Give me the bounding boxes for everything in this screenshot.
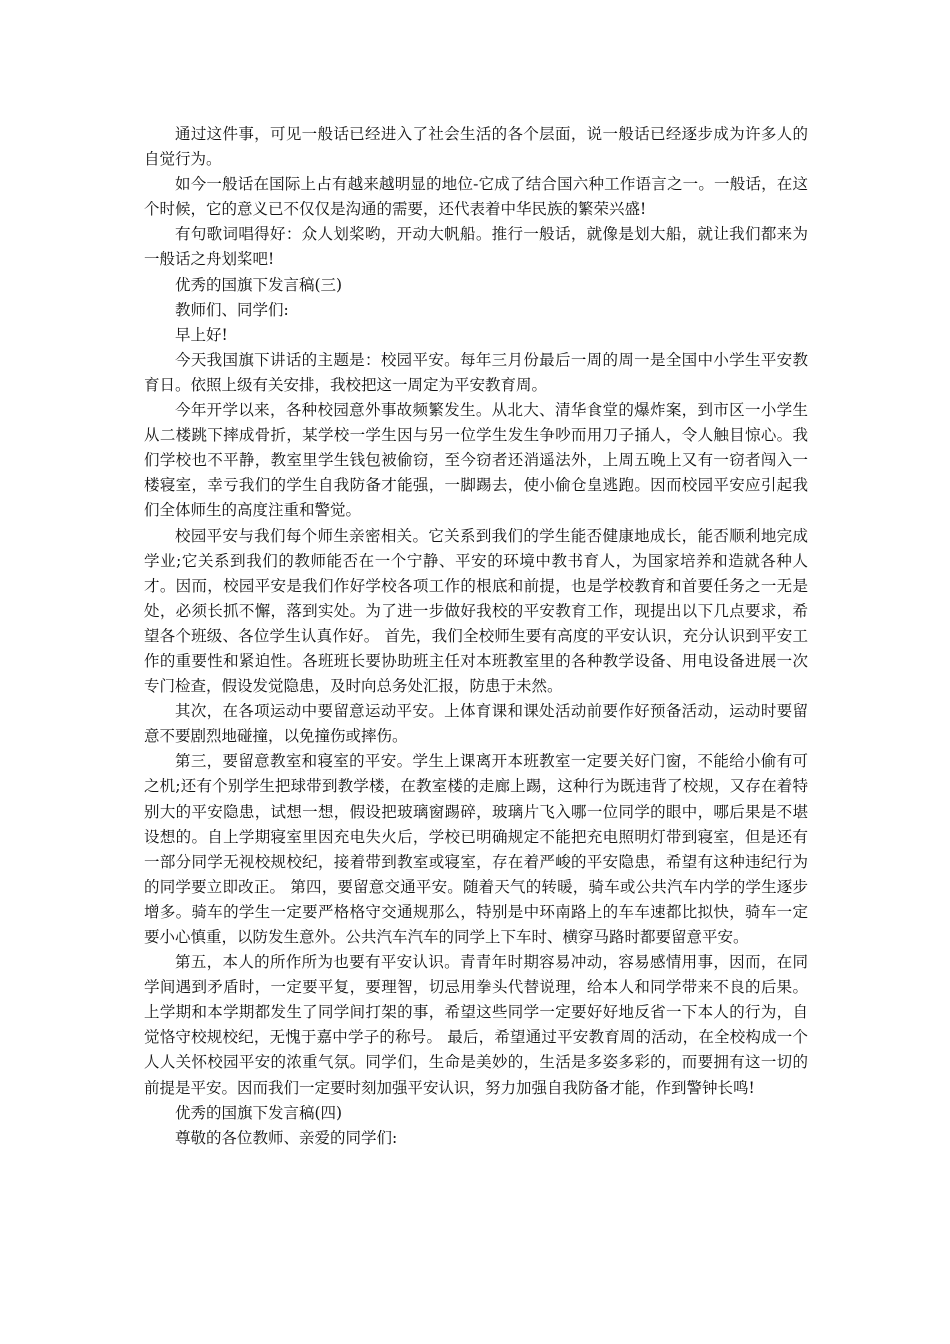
paragraph: 有句歌词唱得好：众人划桨哟，开动大帆船。推行一般话，就像是划大船，就让我们都来为一般话之舟划桨吧! [144, 225, 808, 269]
greeting: 早上好! [175, 325, 228, 344]
salutation: 教师们、同学们: [175, 300, 289, 319]
salutation: 尊敬的各位教师、亲爱的同学们: [175, 1128, 398, 1147]
paragraph: 校园平安与我们每个师生亲密相关。它关系到我们的学生能否健康地成长，能否顺利地完成学业;它关系到我们的教师能否在一个宁静、平安的环境中教书育人，为国家培养和造就各种人才。因而，校园平安是我们作好学校各项工作的根底和前提，也是学校教育和首要任务之一无是处，必须长抓不懈，落到实处。为了进一步做好我校的平安教育工作，现提出以下几点要求，希望各个班级、各位学生认真作好。 首先，我们全校师生要有高度的平安认识，充分认识到平安工作的重要性和紧迫性。各班班长要协助班主任对本班教室里的各种教学设备、用电设备进展一次专门检查，假设发觉隐患，及时向总务处汇报，防患于未然。 [144, 526, 808, 696]
document-body [144, 122, 808, 1151]
section-heading: 优秀的国旗下发言稿(四) [175, 1103, 343, 1122]
section-heading: 优秀的国旗下发言稿(三) [175, 275, 343, 294]
paragraph: 通过这件事，可见一般话已经进入了社会生活的各个层面，说一般话已经逐步成为许多人的自觉行为。 [144, 125, 808, 169]
paragraph: 第三，要留意教室和寝室的平安。学生上课离开本班教室一定要关好门窗，不能给小偷有可之机;还有个别学生把球带到教学楼，在教室楼的走廊上踢，这种行为既违背了校规，又存在着特别大的平安隐患，试想一想，假设把玻璃窗踢碎，玻璃片飞入哪一位同学的眼中，哪后果是不堪设想的。自上学期寝室里因充电失火后，学校已明确规定不能把充电照明灯带到寝室，但是还有一部分同学无视校规校纪，接着带到教室或寝室，存在着严峻的平安隐患，希望有这种违纪行为的同学要立即改正。 第四，要留意交通平安。随着天气的转暖，骑车或公共汽车内学的学生逐步增多。骑车的学生一定要严格格守交通规那么，特别是中环南路上的车车速都比拟快，骑车一定要小心慎重，以防发生意外。公共汽车汽车的同学上下车时、横穿马路时都要留意平安。 [144, 752, 808, 946]
paragraph: 第五，本人的所作所为也要有平安认识。青青年时期容易冲动，容易感情用事，因而，在同学间遇到矛盾时，一定要平复，要理智，切忌用拳头代替说理，给本人和同学带来不良的后果。上学期和本学期都发生了同学间打架的事，希望这些同学一定要好好地反省一下本人的行为，自觉恪守校规校纪，无愧于嘉中学子的称号。 最后，希望通过平安教育周的活动，在全校构成一个人人关怀校园平安的浓重气氛。同学们，生命是美妙的，生活是多姿多彩的，而要拥有这一切的前提是平安。因而我们一定要时刻加强平安认识，努力加强自我防备才能，作到警钟长鸣! [144, 953, 808, 1097]
paragraph: 今年开学以来，各种校园意外事故频繁发生。从北大、清华食堂的爆炸案，到市区一小学生从二楼跳下摔成骨折，某学校一学生因与另一位学生发生争吵而用刀子捅人，令人触目惊心。我们学校也不平静，教室里学生钱包被偷窃，至今窃者还消遥法外，上周五晚上又有一窃者闯入一楼寝室，幸亏我们的学生自我防备才能强，一脚踢去，使小偷仓皇逃跑。因而校园平安应引起我们全体师生的高度注重和警觉。 [144, 401, 808, 520]
paragraph: 其次，在各项运动中要留意运动平安。上体育课和课处活动前要作好预备活动，运动时要留意不要剧烈地碰撞，以免撞伤或摔伤。 [144, 702, 808, 746]
paragraph: 如今一般话在国际上占有越来越明显的地位-它成了结合国六种工作语言之一。一般话，在这个时候，它的意义已不仅仅是沟通的需要，还代表着中华民族的繁荣兴盛! [144, 175, 808, 219]
paragraph: 今天我国旗下讲话的主题是：校园平安。每年三月份最后一周的周一是全国中小学生平安教育日。依照上级有关安排，我校把这一周定为平安教育周。 [144, 350, 808, 394]
